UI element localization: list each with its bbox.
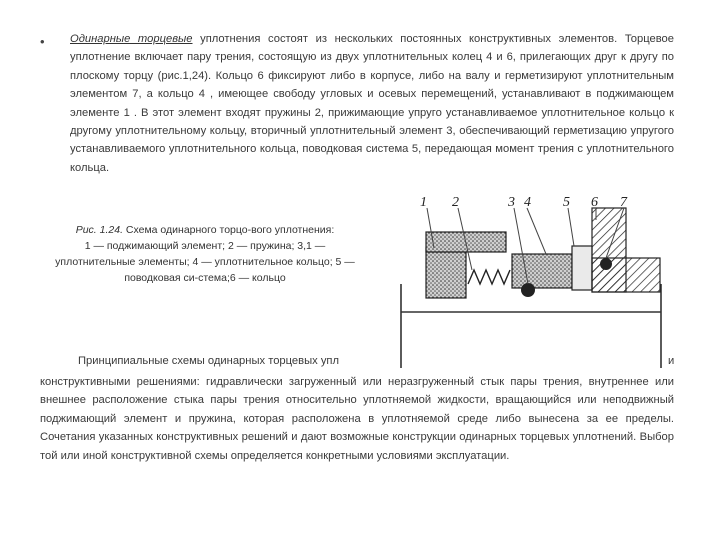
ring-six [572,246,592,290]
sealing-element [600,258,612,270]
seal-diagram [396,188,684,368]
term-highlight: Одинарные торцевые [70,33,193,45]
bullet: • [40,34,45,49]
paragraph-schemes-start: Принципиальные схемы одинарных торцевых упл [78,355,340,367]
caption-line-1 [40,222,370,238]
caption-line-2: 1 — поджимающий элемент; 2 — пружина; 3,1 — [84,240,326,252]
label-4: 4 [524,195,531,210]
sealing-ring [512,254,572,288]
spring [468,270,510,284]
label-7: 7 [620,195,627,210]
secondary-seal [521,283,535,297]
label-5: 5 [563,195,570,210]
label-2: 2 [452,195,459,210]
caption-title: Схема одинарного торцо-вого уплотнения: [122,224,335,236]
figure-caption [40,222,370,286]
paragraph-schemes-end: и [668,355,675,367]
label-1: 1 [420,195,427,210]
paragraph-intro [70,30,674,177]
label-3: 3 [508,195,515,210]
paragraph-schemes: конструктивными решениями: гидравлически загруженный или неразгруженный стык пары трения, внутреннее или внешнее расположение стыка пары трения относительно уплотняемой жидкости, вращающийся или неподвижный поджимающий элемент и пружина, которая расположена в уплотняемой среде либо вынесена за ее пределы. Сочетания указанных конструктивных решений и дают возможные конструкции одинарных торцевых уплотнений. Выбор той или иной конструктивной схемы определяется конкретными условиями эксплуатации. [40,376,674,462]
caption-line-3: уплотнительные элементы; 4 — уплотнительное кольцо; 5 — [55,256,355,268]
caption-line-4: поводковая си-стема;6 — кольцо [124,272,286,284]
pressing-element [426,248,466,298]
caption-label: Рис. 1.24. [75,224,123,236]
label-6: 6 [591,195,598,210]
paragraph-intro-text: уплотнения состоят из нескольких постоянных конструктивных элементов. Торцевое уплотнение включает пару трения, состоящую из двух уплотнительных колец 4 и 6, прилегающих друг к другу по плоскому торцу (рис.1,24). Кольцо 6 фиксируют либо в корпусе, либо на валу и герметизируют уплотнительным элементом 7, а кольцо 4 , имеющее свободу угловых и осевых перемещений, устанавливают в поджимающем элементе 1 . В этот элемент входят пружины 2, прижимающие упруго устанавливаемое уплотнительное кольцо к другому уплотнительному кольцу, вторичный уплотнительный элемент 3, обеспечивающий герметизацию упругого устанавливаемого уплотнительного кольца, поводковая система 5, передающая момент трения с уплотнительного кольца. [70,33,674,174]
